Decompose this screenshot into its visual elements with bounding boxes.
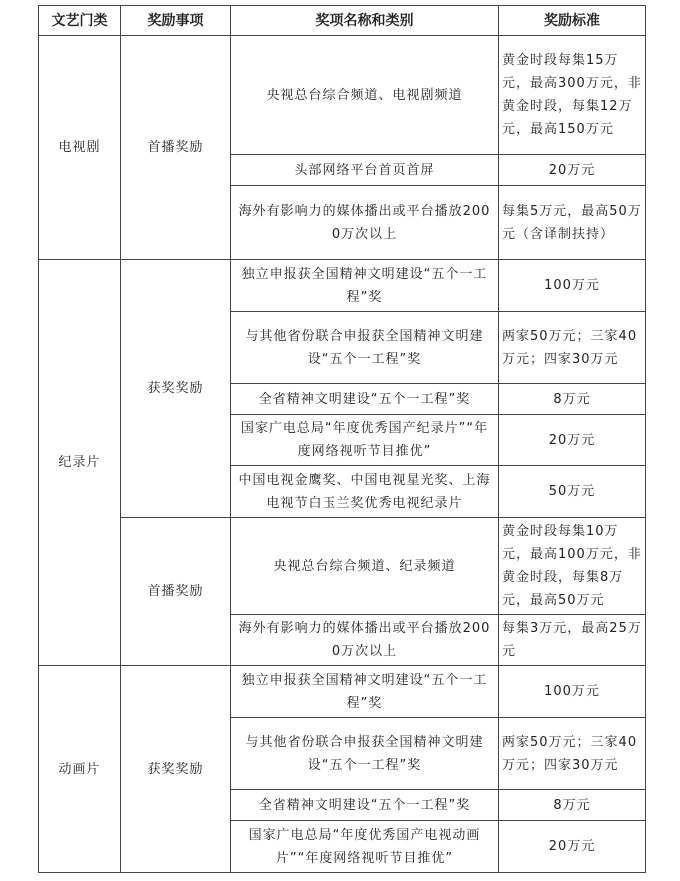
- standard-cell: 100万元: [499, 260, 646, 312]
- reward-table: [38, 5, 646, 873]
- item-cell-award: 获奖奖励: [121, 666, 231, 873]
- award-name-cell: 全省精神文明建设“五个一工程”奖: [231, 384, 499, 415]
- standard-cell: 8万元: [499, 384, 646, 415]
- standard-cell: 8万元: [499, 790, 646, 821]
- item-cell-award: 获奖奖励: [121, 260, 231, 518]
- award-name-cell: 海外有影响力的媒体播出或平台播放2000万次以上: [231, 615, 499, 666]
- header-award-name: 奖项名称和类别: [231, 6, 499, 36]
- reward-table-container: [38, 5, 646, 873]
- header-category: 文艺门类: [39, 6, 121, 36]
- category-cell-animation: 动画片: [39, 666, 121, 873]
- award-name-cell: 央视总台综合频道、电视剧频道: [231, 36, 499, 155]
- standard-cell: 100万元: [499, 666, 646, 718]
- standard-cell: 20万元: [499, 821, 646, 873]
- table-row: [39, 260, 646, 312]
- standard-cell: 20万元: [499, 415, 646, 466]
- award-name-cell: 独立申报获全国精神文明建设“五个一工程”奖: [231, 666, 499, 718]
- standard-cell: 黄金时段每集10万元，最高100万元，非黄金时段，每集8万元，最高50万元: [499, 518, 646, 615]
- award-name-cell: 央视总台综合频道、纪录频道: [231, 518, 499, 615]
- table-row: [39, 36, 646, 155]
- award-name-cell: 头部网络平台首页首屏: [231, 155, 499, 186]
- award-name-cell: 国家广电总局“年度优秀国产电视动画片”“年度网络视听节目推优”: [231, 821, 499, 873]
- award-name-cell: 与其他省份联合申报获全国精神文明建设“五个一工程”奖: [231, 718, 499, 790]
- item-cell-first-broadcast: 首播奖励: [121, 36, 231, 260]
- award-name-cell: 国家广电总局“年度优秀国产纪录片”“年度网络视听节目推优”: [231, 415, 499, 466]
- award-name-cell: 全省精神文明建设“五个一工程”奖: [231, 790, 499, 821]
- standard-cell: 两家50万元；三家40万元；四家30万元: [499, 312, 646, 384]
- standard-cell: 20万元: [499, 155, 646, 186]
- standard-cell: 两家50万元；三家40万元；四家30万元: [499, 718, 646, 790]
- award-name-cell: 中国电视金鹰奖、中国电视星光奖、上海电视节白玉兰奖优秀电视纪录片: [231, 466, 499, 518]
- header-standard: 奖励标准: [499, 6, 646, 36]
- award-name-cell: 与其他省份联合申报获全国精神文明建设“五个一工程”奖: [231, 312, 499, 384]
- table-row: [39, 518, 646, 615]
- standard-cell: 每集3万元，最高25万元: [499, 615, 646, 666]
- item-cell-first-broadcast: 首播奖励: [121, 518, 231, 666]
- header-row: [39, 6, 646, 36]
- standard-cell: 50万元: [499, 466, 646, 518]
- standard-cell: 黄金时段每集15万元，最高300万元，非黄金时段，每集12万元，最高150万元: [499, 36, 646, 155]
- standard-cell: 每集5万元，最高50万元（含译制扶持）: [499, 186, 646, 260]
- table-row: [39, 666, 646, 718]
- category-cell-documentary: 纪录片: [39, 260, 121, 666]
- category-cell-tv: 电视剧: [39, 36, 121, 260]
- header-item: 奖励事项: [121, 6, 231, 36]
- award-name-cell: 独立申报获全国精神文明建设“五个一工程”奖: [231, 260, 499, 312]
- award-name-cell: 海外有影响力的媒体播出或平台播放2000万次以上: [231, 186, 499, 260]
